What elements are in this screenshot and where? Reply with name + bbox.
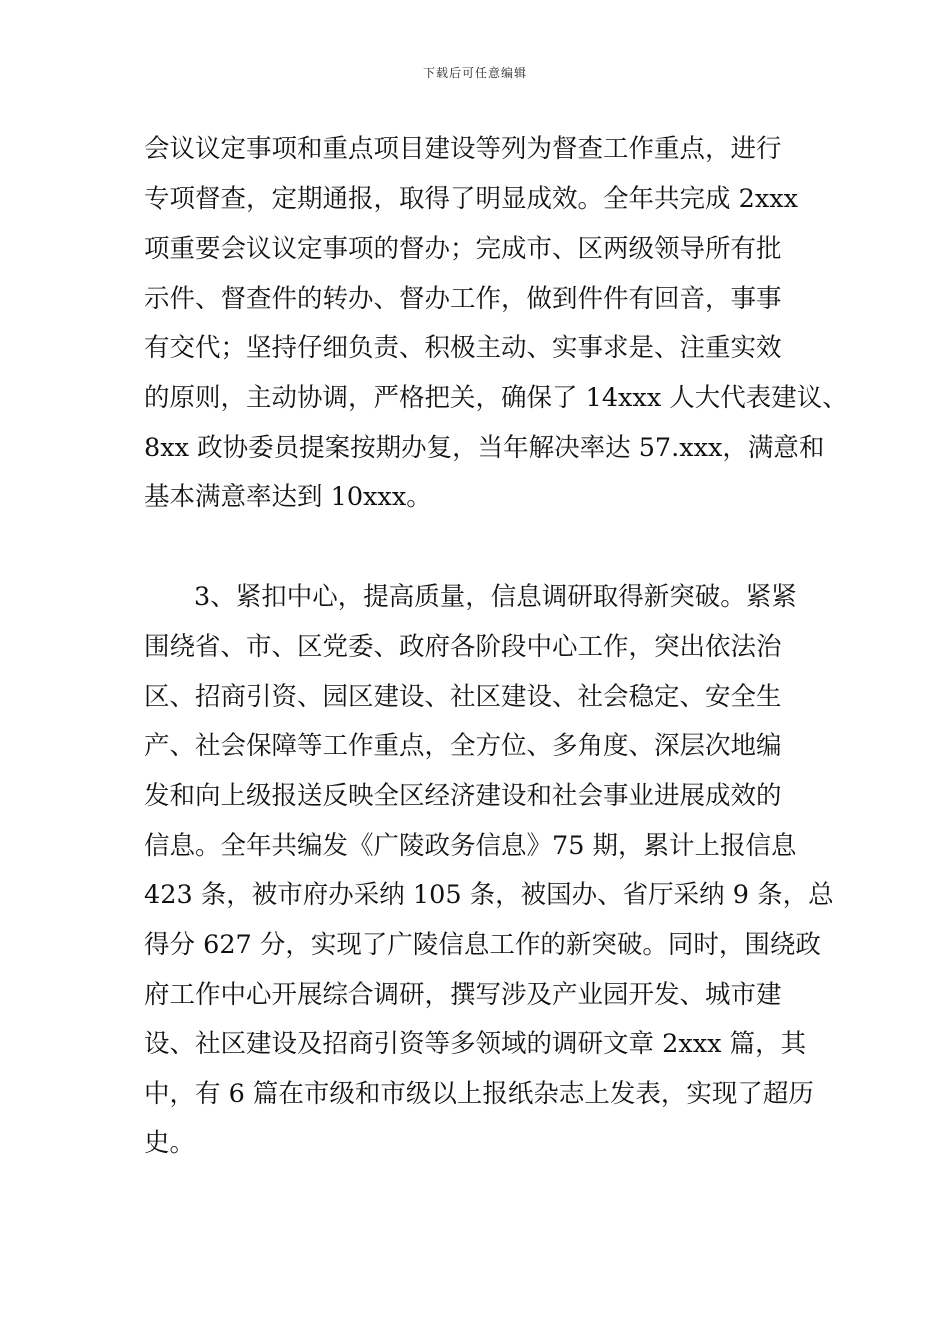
text-line: 发和向上级报送反映全区经济建设和社会事业进展成效的 <box>144 781 782 811</box>
text-line: 得分 627 分，实现了广陵信息工作的新突破。同时，围绕政 <box>144 930 821 960</box>
text-line: 信息。全年共编发《广陵政务信息》75 期，累计上报信息 <box>144 831 797 861</box>
text-line: 示件、督查件的转办、督办工作，做到件件有回音，事事 <box>144 284 782 314</box>
text-line: 项重要会议议定事项的督办；完成市、区两级领导所有批 <box>144 234 782 264</box>
text-line: 3、紧扣中心，提高质量，信息调研取得新突破。紧紧 <box>194 582 797 612</box>
text-line: 中，有 6 篇在市级和市级以上报纸杂志上发表，实现了超历 <box>144 1079 814 1109</box>
text-line: 专项督查，定期通报，取得了明显成效。全年共完成 2xxx <box>144 184 798 214</box>
text-line: 8xx 政协委员提案按期办复，当年解决率达 57.xxx，满意和 <box>144 433 825 463</box>
text-line: 史。 <box>144 1128 196 1158</box>
text-line: 府工作中心开展综合调研，撰写涉及产业园开发、城市建 <box>144 980 782 1010</box>
text-line: 围绕省、市、区党委、政府各阶段中心工作，突出依法治 <box>144 632 782 662</box>
text-line: 会议议定事项和重点项目建设等列为督查工作重点，进行 <box>144 134 782 164</box>
text-line: 基本满意率达到 10xxx。 <box>144 482 432 512</box>
text-line: 423 条，被市府办采纳 105 条，被国办、省厅采纳 9 条，总 <box>144 880 834 910</box>
page-header: 下载后可任意编辑 <box>422 66 527 80</box>
text-line: 设、社区建设及招商引资等多领域的调研文章 2xxx 篇，其 <box>144 1029 807 1059</box>
text-line: 区、招商引资、园区建设、社区建设、社会稳定、安全生 <box>144 682 782 712</box>
text-line: 产、社会保障等工作重点，全方位、多角度、深层次地编 <box>144 731 782 761</box>
text-line: 的原则，主动协调，严格把关，确保了 14xxx 人大代表建议、 <box>144 383 848 413</box>
text-line: 有交代；坚持仔细负责、积极主动、实事求是、注重实效 <box>144 333 782 363</box>
